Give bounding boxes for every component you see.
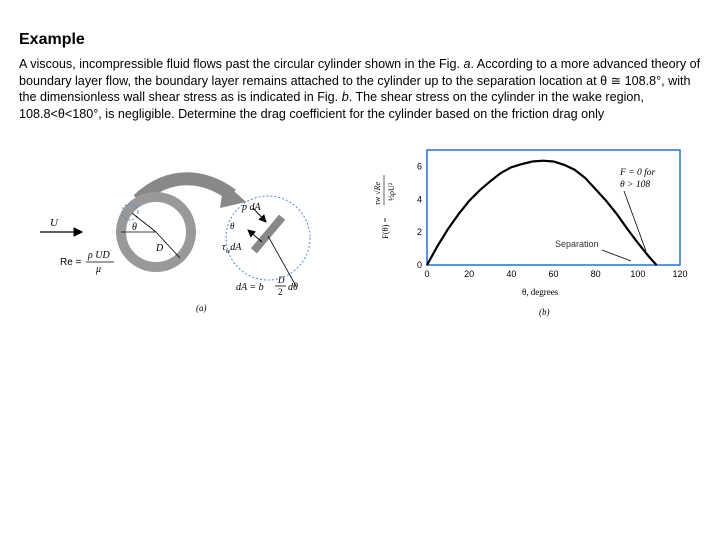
label-re-num: ρ UD	[88, 250, 110, 261]
data-point	[606, 200, 607, 201]
slide-title: Example	[19, 31, 85, 48]
y-label-num: τw √Re	[373, 181, 382, 205]
label-dA: dA = b	[236, 282, 264, 293]
y-label-lhs: F(θ) =	[380, 217, 390, 239]
data-point	[637, 242, 638, 243]
data-point	[490, 181, 491, 182]
data-point	[479, 190, 480, 191]
label-re: Re =	[60, 257, 82, 268]
problem-text-1: A viscous, incompressible fluid flows past the circular cylinder shown in the Fig.	[19, 57, 464, 71]
shear-arrow	[248, 230, 262, 242]
data-point	[574, 169, 575, 170]
label-re-den: μ	[96, 264, 102, 275]
y-axis-label	[373, 175, 396, 239]
label-theta: θ	[132, 222, 137, 233]
data-point	[553, 161, 554, 162]
data-point	[511, 167, 512, 168]
data-point	[627, 228, 628, 229]
label-dA-num: D	[278, 275, 285, 285]
x-tick-label: 40	[506, 269, 517, 279]
data-point	[437, 246, 438, 247]
annotation-F0-line2: θ > 108	[620, 180, 651, 190]
label-U: U	[50, 217, 58, 229]
x-axis-label: θ, degrees	[522, 287, 559, 297]
caption-a: (a)	[196, 303, 207, 313]
y-tick-label: 0	[416, 260, 422, 270]
fig-ref-b: b	[341, 90, 349, 105]
y-tick-label: 6	[416, 161, 422, 172]
label-dA-dtheta: dθ	[288, 282, 298, 293]
data-point	[521, 163, 522, 164]
caption-b: (b)	[539, 307, 550, 317]
data-point	[656, 264, 657, 265]
data-point	[648, 255, 649, 256]
label-theta-small: θ	[230, 221, 235, 231]
label-dA-den: 2	[278, 287, 283, 297]
data-point	[458, 213, 459, 214]
label-pdA: p dA	[242, 202, 261, 213]
data-point	[616, 213, 617, 214]
x-tick-label: 120	[672, 269, 688, 279]
data-point	[447, 228, 448, 229]
problem-text-2: . According to a more advanced theory of boundary layer flow, the boundary layer remains attached to the cylinder up to the separation location at θ ≅ 108.8°, with the dimensionless wall shear stress as is indicated in Fig.	[19, 57, 701, 105]
fig-ref-a: a	[463, 57, 471, 71]
data-point	[542, 160, 543, 161]
annotation-separation: Separation	[555, 239, 599, 249]
data-point	[563, 164, 564, 165]
problem-text-3: . The shear stress on the cylinder in the wake region, 108.8<θ<180°, is negligible. Determine the drag coefficient for the cylinder based on the friction drag only	[19, 90, 644, 121]
annotation-F0-line1: F = 0 for	[620, 168, 656, 178]
x-tick-label: 80	[590, 269, 601, 279]
label-tau: $\tau_wdA$	[222, 242, 242, 255]
y-label-den: ½ρU²	[387, 182, 396, 201]
y-tick-label: 4	[416, 194, 422, 205]
x-tick-label: 100	[630, 269, 646, 279]
data-point	[500, 172, 501, 173]
data-point	[585, 177, 586, 178]
figure-b-chart	[366, 145, 686, 325]
figure-a	[20, 150, 320, 320]
x-tick-label: 0	[424, 269, 430, 279]
label-D: D	[156, 243, 164, 254]
x-tick-label: 20	[464, 269, 475, 279]
data-point	[426, 264, 427, 265]
surface-element	[251, 215, 285, 254]
x-tick-label: 60	[548, 269, 559, 279]
problem-statement	[19, 56, 709, 122]
y-tick-label: 2	[416, 227, 422, 238]
data-point	[532, 161, 533, 162]
data-point	[469, 200, 470, 201]
data-point	[595, 189, 596, 190]
